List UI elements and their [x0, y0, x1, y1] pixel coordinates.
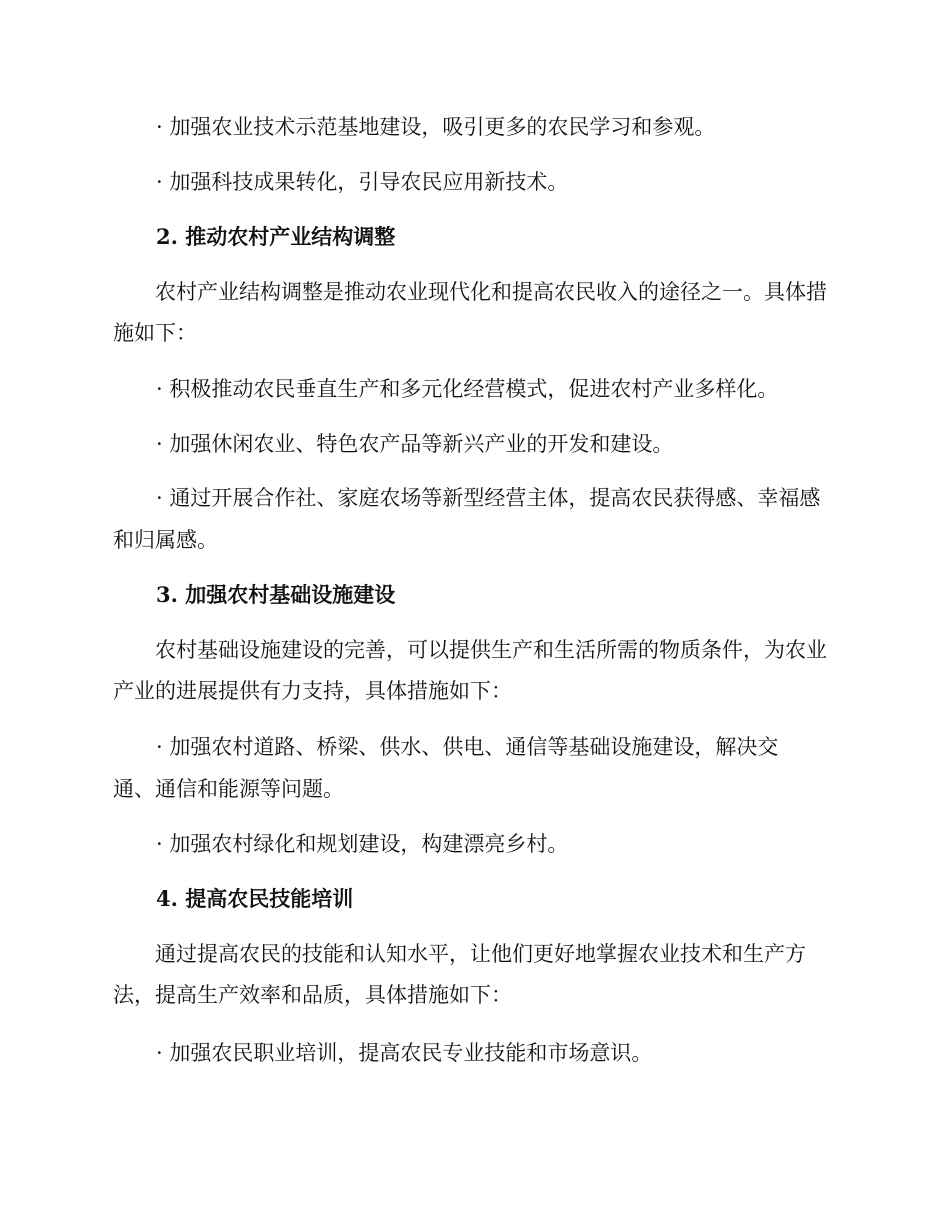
bullet-diversification: · 积极推动农民垂直生产和多元化经营模式，促进农村产业多样化。 [156, 377, 779, 401]
section-2-intro: 农村产业结构调整是推动农业现代化和提高农民收入的途径之一。具体措施如下： [113, 280, 827, 345]
bullet-infrastructure: · 加强农村道路、桥梁、供水、供电、通信等基础设施建设，解决交通、通信和能源等问题。 [113, 735, 779, 801]
bullet-leisure-agriculture: · 加强休闲农业、特色农产品等新兴产业的开发和建设。 [156, 432, 674, 456]
section-heading-4: 4. 提高农民技能培训 [156, 886, 354, 911]
section-heading-3: 3. 加强农村基础设施建设 [156, 582, 396, 607]
section-3-intro: 农村基础设施建设的完善，可以提供生产和生活所需的物质条件，为农业产业的进展提供有力支持，具体措施如下： [113, 638, 827, 703]
bullet-cooperatives: · 通过开展合作社、家庭农场等新型经营主体，提高农民获得感、幸福感和归属感。 [113, 486, 821, 552]
section-heading-2: 2. 推动农村产业结构调整 [156, 224, 396, 249]
bullet-demo-base: · 加强农业技术示范基地建设，吸引更多的农民学习和参观。 [156, 115, 716, 139]
section-4-intro: 通过提高农民的技能和认知水平，让他们更好地掌握农业技术和生产方法，提高生产效率和品质，具体措施如下： [113, 942, 806, 1007]
bullet-vocational-training: · 加强农民职业培训，提高农民专业技能和市场意识。 [156, 1041, 653, 1065]
bullet-greening: · 加强农村绿化和规划建设，构建漂亮乡村。 [156, 832, 569, 856]
bullet-tech-transfer: · 加强科技成果转化，引导农民应用新技术。 [156, 170, 569, 194]
